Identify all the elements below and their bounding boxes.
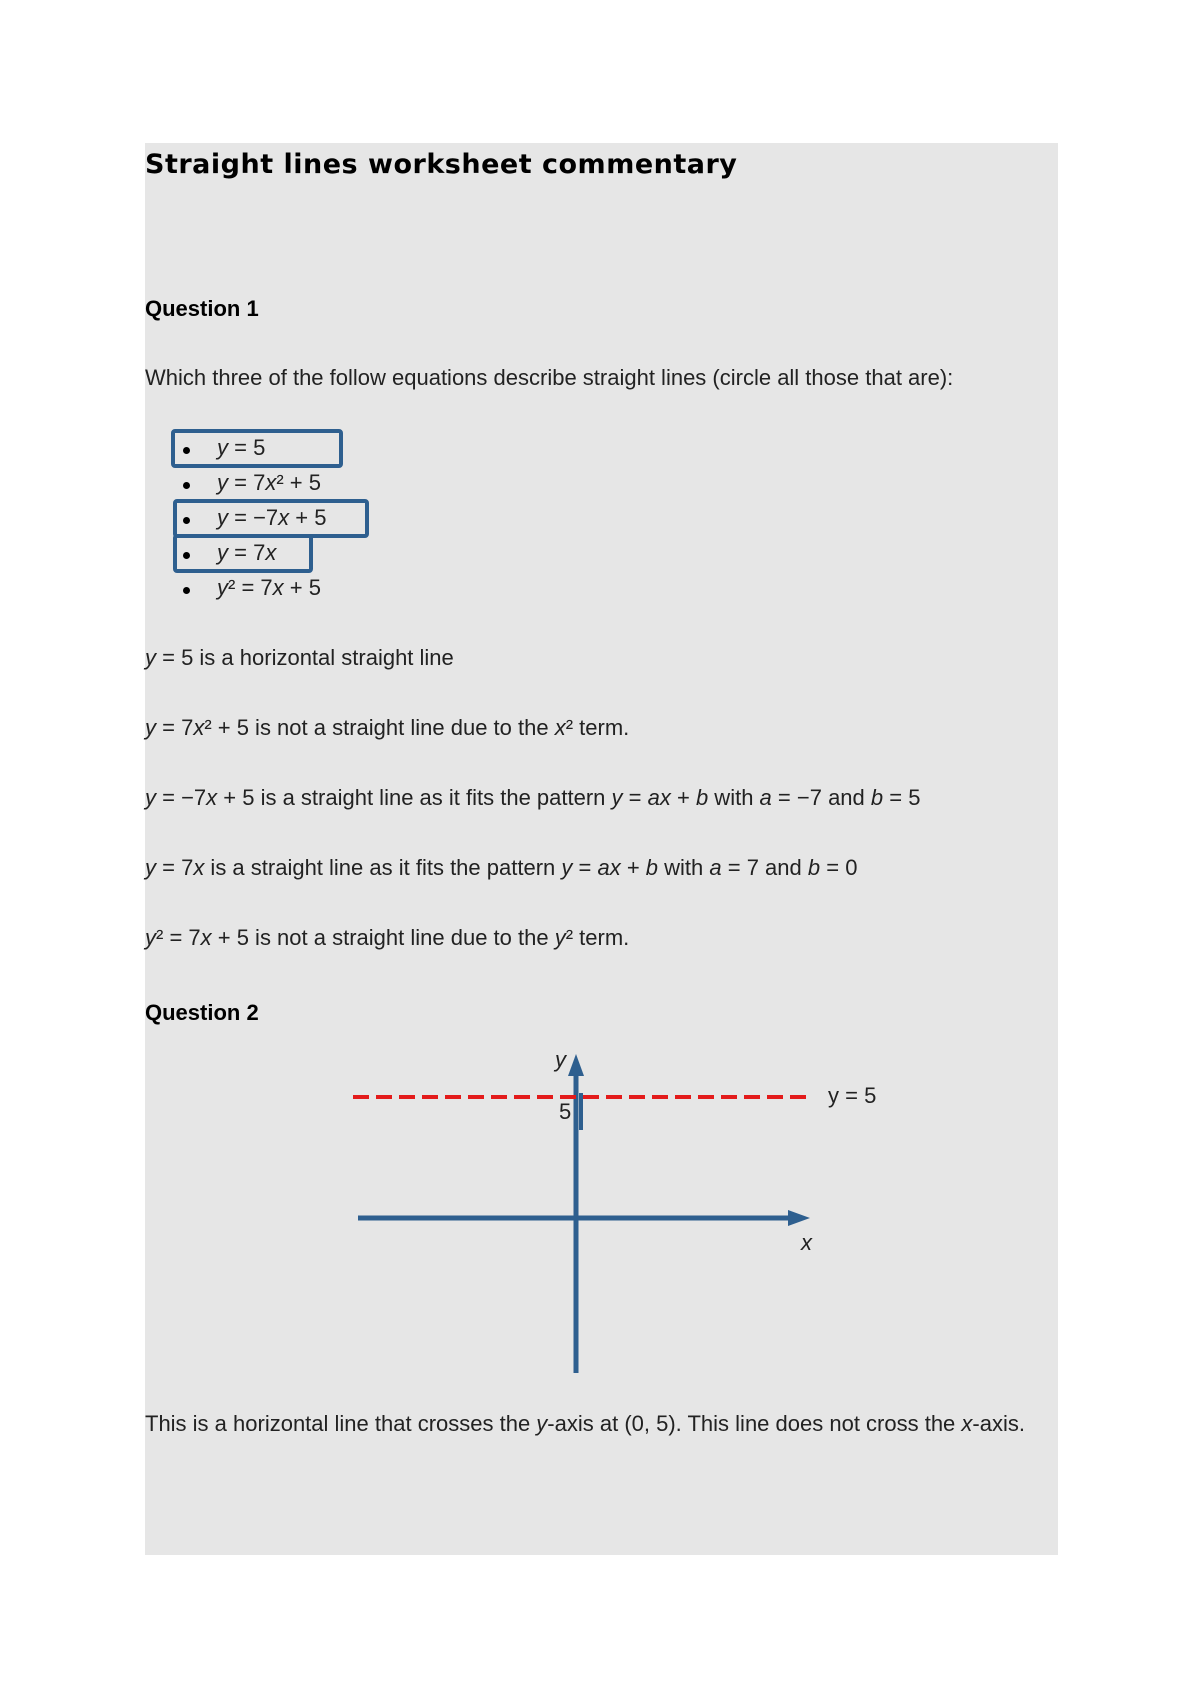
option-equation: y = 7x² + 5	[217, 470, 321, 495]
line-label: y = 5	[828, 1083, 877, 1108]
question-1-prompt: Which three of the follow equations describe straight lines (circle all those that are):	[145, 365, 954, 390]
explanation-line: y = −7x + 5 is a straight line as it fits the pattern y = ax + b with a = −7 and b = 5	[145, 785, 921, 810]
worksheet-page	[145, 143, 1058, 1555]
question-2-heading: Question 2	[145, 1000, 259, 1025]
graph	[145, 143, 1058, 1555]
explanation-line: y = 7x² + 5 is not a straight line due to the x² term.	[145, 715, 630, 740]
explanation-line: y = 5 is a horizontal straight line	[145, 645, 454, 670]
x-axis-arrow	[788, 1210, 810, 1226]
explanation-line: y = 7x is a straight line as it fits the pattern y = ax + b with a = 7 and b = 0	[145, 855, 858, 880]
x-axis-label: x	[801, 1230, 812, 1255]
y-axis-label: y	[555, 1047, 566, 1072]
question-1-heading: Question 1	[145, 296, 259, 321]
intercept-label: 5	[559, 1099, 572, 1124]
question-2-answer: This is a horizontal line that crosses the y-axis at (0, 5). This line does not cross the x-axis.	[145, 1411, 1025, 1436]
y-axis-arrow	[568, 1054, 584, 1076]
option-equation: y = 7x	[217, 540, 277, 565]
option-equation: y = −7x + 5	[217, 505, 327, 530]
page-title: Straight lines worksheet commentary	[145, 149, 738, 180]
option-equation: y² = 7x + 5	[217, 575, 321, 600]
explanation-line: y² = 7x + 5 is not a straight line due to the y² term.	[145, 925, 630, 950]
option-equation: y = 5	[217, 435, 266, 460]
